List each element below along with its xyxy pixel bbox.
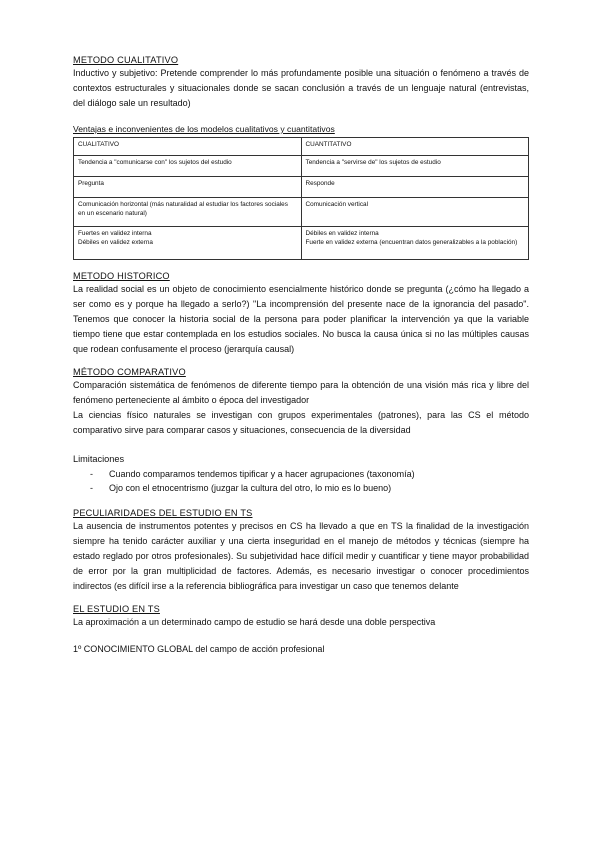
- list-item: - Cuando comparamos tendemos tipificar y a hacer agrupaciones (taxonomía): [90, 469, 415, 479]
- table-cell: Pregunta: [74, 177, 302, 198]
- table-row: [74, 177, 529, 198]
- list-item-text: Ojo con el etnocentrismo (juzgar la cultura del otro, lo mio es lo bueno): [109, 483, 392, 493]
- document-page: [73, 54, 529, 657]
- paragraph-estudio: La aproximación a un determinado campo de estudio se hará desde una doble perspectiva: [73, 617, 436, 627]
- comparison-table: [73, 137, 529, 260]
- table-cell: Fuertes en validez interna Débiles en validez externa: [74, 227, 302, 260]
- paragraph-comparativo-2: La ciencias físico naturales se investigan con grupos experimentales (patrones), para las CS el método comparativo sirve para comparar casos y situaciones, consecuencia de la diversidad: [73, 410, 529, 435]
- heading-limitaciones: Limitaciones: [73, 454, 125, 464]
- heading-metodo-cualitativo: METODO CUALITATIVO: [73, 55, 179, 65]
- limitaciones-list: [73, 467, 529, 495]
- table-cell: Comunicación horizontal (más naturalidad al estudiar los factores sociales en un escenario natural): [74, 198, 302, 227]
- table-header-row: [74, 138, 529, 156]
- table-header-cuantitativo: CUANTITATIVO: [301, 138, 529, 156]
- list-item-text: Cuando comparamos tendemos tipificar y a hacer agrupaciones (taxonomía): [109, 469, 415, 479]
- paragraph-cualitativo: Inductivo y subjetivo: Pretende comprender lo más profundamente posible una situación o fenómeno a través de contextos estructurales y situacionales donde se sacan conclusión a través de un lenguaje natural (entrevistas, del diálogo sale un resultado): [73, 68, 529, 108]
- heading-estudio-en-ts: EL ESTUDIO EN TS: [73, 604, 160, 614]
- list-item: - Ojo con el etnocentrismo (juzgar la cultura del otro, lo mio es lo bueno): [90, 483, 392, 493]
- table-row: [74, 156, 529, 177]
- paragraph-peculiaridades: La ausencia de instrumentos potentes y precisos en CS ha llevado a que en TS la finalidad de la investigación siempre ha tenido carácter auxiliar y una cierta inseguridad en el manejo de métodos y técnicas (siempre ha estado reglado por otros profesionales). Su subjetividad hace difícil medir y cuantificar y tiene mayor probabilidad de error por la gran multiplicidad de factores. Además, es necesario investigar o conocer procedimientos indirectos (es difícil irse a la referencia bibliográfica para investigar un caso que tenemos delante: [73, 521, 529, 591]
- heading-metodo-historico: METODO HISTORICO: [73, 271, 170, 281]
- paragraph-comparativo-1: Comparación sistemática de fenómenos de diferente tiempo para la obtención de una visión más rica y libre del fenómeno perteneciente al ámbito o época del investigador: [73, 380, 529, 405]
- table-row: [74, 198, 529, 227]
- heading-metodo-comparativo: MÉTODO COMPARATIVO: [73, 367, 186, 377]
- table-header-cualitativo: CUALITATIVO: [74, 138, 302, 156]
- table-row: [74, 227, 529, 260]
- table-cell: Tendencia a "comunicarse con" los sujetos del estudio: [74, 156, 302, 177]
- heading-peculiaridades: PECULIARIDADES DEL ESTUDIO EN TS: [73, 508, 253, 518]
- subheading-conocimiento-global: 1º CONOCIMIENTO GLOBAL del campo de acción profesional: [73, 644, 325, 654]
- table-cell: Responde: [301, 177, 529, 198]
- table-cell: Tendencia a "servirse de" los sujetos de estudio: [301, 156, 529, 177]
- table-caption: Ventajas e inconvenientes de los modelos cualitativos y cuantitativos: [73, 124, 335, 134]
- table-cell: Comunicación vertical: [301, 198, 529, 227]
- paragraph-historico: La realidad social es un objeto de conocimiento esencialmente histórico donde se pregunta (¿cómo ha llegado a ser como es y porque ha llegado a serlo?) "La incomprensión del presente nace de la ignorancia del pasado". Tenemos que conocer la historia social de la persona para poder planificar la intervención ya que la variable tiempo tiene que estar contemplada en los estudios sociales. No busca la causa única si no las múltiples causas que rodean confusamente el proceso (jerarquía causal): [73, 284, 529, 354]
- table-cell: Débiles en validez interna Fuerte en validez externa (encuentran datos generalizables a la población): [301, 227, 529, 260]
